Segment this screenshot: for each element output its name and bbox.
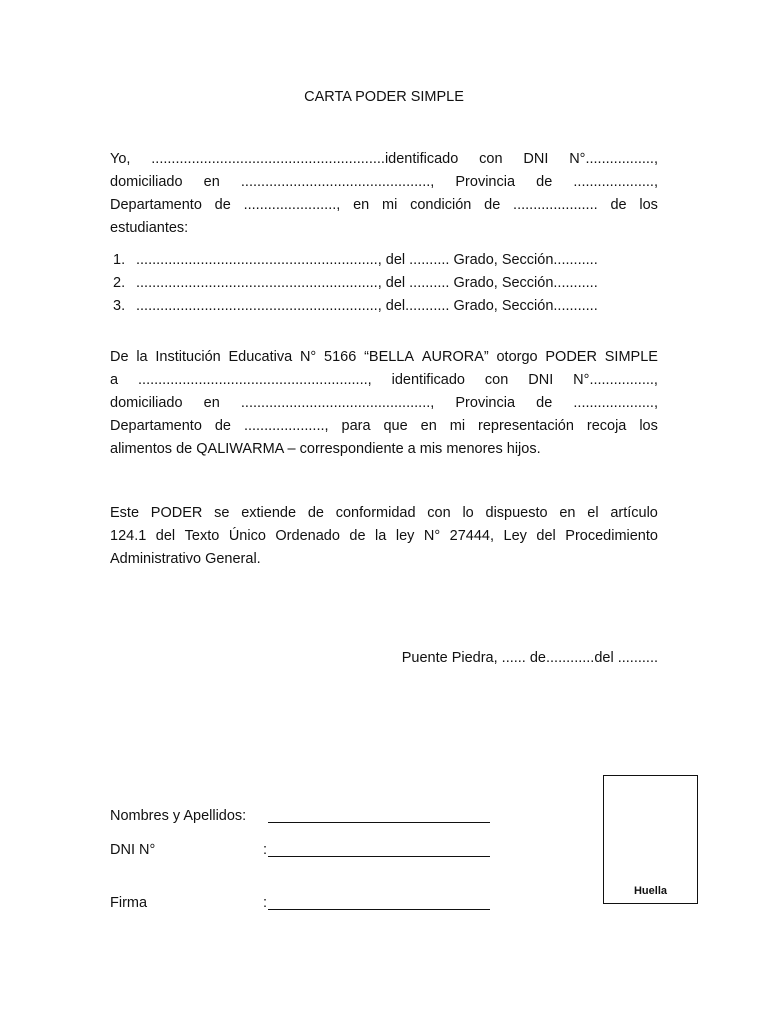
legal-line-3: Administrativo General. <box>110 551 261 567</box>
word: a <box>110 372 119 388</box>
word: mi <box>449 418 466 434</box>
word: de <box>349 528 366 544</box>
student-number: 2. <box>113 275 126 291</box>
authorization-line-1 <box>110 346 658 369</box>
word: domiciliado <box>110 174 183 190</box>
word: Texto <box>184 528 220 544</box>
word: de <box>610 197 627 213</box>
word: N°................., <box>569 151 658 167</box>
legal-line-2 <box>110 525 658 548</box>
legal-line-1 <box>110 502 658 525</box>
word: de <box>536 395 553 411</box>
word: ...................., <box>243 418 329 434</box>
intro-line-4: estudiantes: <box>110 220 189 236</box>
word: ...................., <box>573 174 658 190</box>
word: SIMPLE <box>604 349 658 365</box>
word: ..........................................................identificado <box>151 151 459 167</box>
name-label: Nombres y Apellidos: <box>110 808 247 824</box>
word: Yo, <box>110 151 131 167</box>
word: PODER <box>545 349 597 365</box>
word: N° <box>423 528 441 544</box>
word: AURORA” <box>421 349 489 365</box>
intro-paragraph <box>110 148 658 240</box>
word: 5166 <box>324 349 357 365</box>
word: Este <box>110 505 140 521</box>
student-number: 3. <box>113 298 126 314</box>
intro-line-2 <box>110 171 658 194</box>
word: en <box>420 418 437 434</box>
student-line: ............................................................, del .......... Grado, Sección........... <box>136 275 598 291</box>
word: se <box>214 505 230 521</box>
word: en <box>353 197 370 213</box>
document-title: CARTA PODER SIMPLE <box>304 89 464 105</box>
word: Departamento <box>110 197 202 213</box>
word: lo <box>462 505 474 521</box>
word: artículo <box>610 505 658 521</box>
word: Ley <box>503 528 527 544</box>
place-date-line: Puente Piedra, ...... de............del .......... <box>401 650 658 666</box>
firma-colon: : <box>263 895 268 911</box>
word: con <box>479 151 503 167</box>
word: Procedimiento <box>565 528 658 544</box>
word: ...................., <box>573 395 658 411</box>
word: extiende <box>241 505 297 521</box>
word: para <box>341 418 371 434</box>
dni-signature-line <box>268 856 490 857</box>
word: del <box>536 528 556 544</box>
word: los <box>639 197 658 213</box>
authorization-line-2 <box>110 369 658 392</box>
word: domiciliado <box>110 395 183 411</box>
student-line: ............................................................, del .......... Grado, Sección........... <box>136 252 598 268</box>
word: los <box>639 418 658 434</box>
word: dispuesto <box>485 505 548 521</box>
word: que <box>383 418 408 434</box>
fingerprint-label: Huella <box>633 885 667 897</box>
dni-label: DNI N° <box>110 842 156 858</box>
word: de <box>536 174 553 190</box>
word: el <box>587 505 599 521</box>
word: representación <box>478 418 574 434</box>
authorization-line-3 <box>110 392 658 415</box>
word: en <box>203 395 220 411</box>
dni-colon: : <box>263 842 268 858</box>
word: de <box>307 505 324 521</box>
word: ..............................................., <box>240 174 435 190</box>
word: DNI <box>523 151 549 167</box>
word: ........................................................., <box>138 372 372 388</box>
authorization-line-5: alimentos de QALIWARMA – correspondiente a mis menores hijos. <box>110 441 541 457</box>
student-item <box>110 249 658 272</box>
word: de <box>214 418 231 434</box>
legal-paragraph <box>110 502 658 571</box>
firma-signature-line <box>268 909 490 910</box>
student-item <box>110 272 658 295</box>
word: la <box>375 528 387 544</box>
word: del <box>155 528 176 544</box>
word: otorgo <box>496 349 538 365</box>
word: conformidad <box>335 505 416 521</box>
name-signature-line <box>268 822 490 823</box>
word: 124.1 <box>110 528 147 544</box>
word: en <box>203 174 220 190</box>
word: ..............................................., <box>240 395 435 411</box>
word: N° <box>299 349 317 365</box>
word: PODER <box>150 505 203 521</box>
intro-line-3 <box>110 194 658 217</box>
word: ......................., <box>243 197 341 213</box>
student-item <box>110 295 658 318</box>
student-list <box>110 249 658 318</box>
word: Institución <box>155 349 221 365</box>
word: de <box>214 197 231 213</box>
word: de <box>484 197 501 213</box>
student-line: ............................................................, del........... Grado, Sección........... <box>136 298 598 314</box>
word: la <box>136 349 148 365</box>
word: recoja <box>586 418 627 434</box>
word: con <box>427 505 451 521</box>
authorization-line-4 <box>110 415 658 438</box>
authorization-paragraph <box>110 346 658 461</box>
word: Único <box>228 528 266 544</box>
word: “BELLA <box>364 349 415 365</box>
word: Ordenado <box>275 528 340 544</box>
word: mi <box>381 197 398 213</box>
word: Provincia <box>455 395 516 411</box>
word: identificado <box>391 372 465 388</box>
word: Provincia <box>455 174 516 190</box>
word: ley <box>395 528 415 544</box>
word: De <box>110 349 129 365</box>
intro-line-1 <box>110 148 658 171</box>
word: DNI <box>528 372 554 388</box>
word: N°................, <box>573 372 658 388</box>
student-number: 1. <box>113 252 126 268</box>
firma-label: Firma <box>110 895 148 911</box>
word: Departamento <box>110 418 202 434</box>
word: Educativa <box>228 349 293 365</box>
word: condición <box>410 197 472 213</box>
word: con <box>484 372 509 388</box>
word: 27444, <box>449 528 495 544</box>
fingerprint-box <box>603 775 698 904</box>
word: en <box>559 505 576 521</box>
word: ..................... <box>513 197 598 213</box>
